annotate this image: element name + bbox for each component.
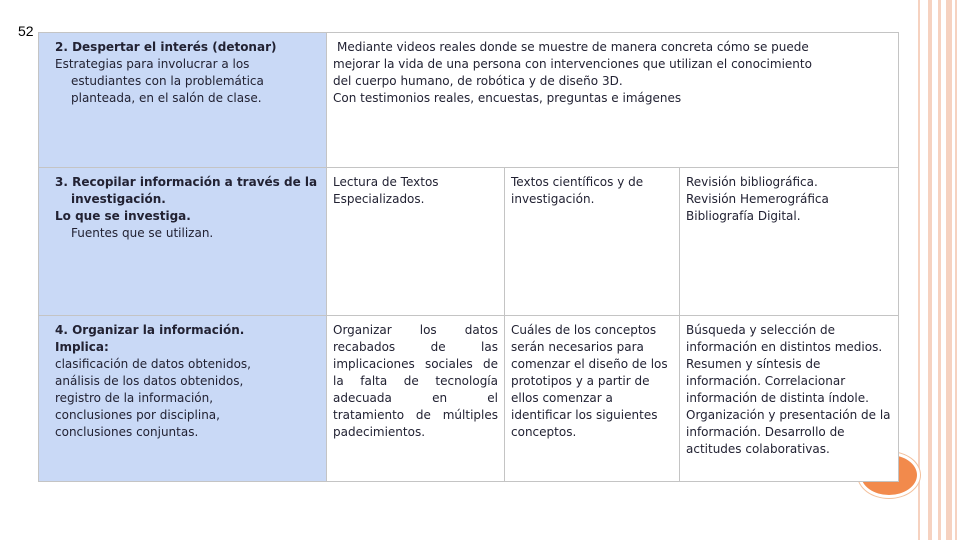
decor-stripe <box>918 0 920 540</box>
step-line: Implica: <box>55 340 109 354</box>
step-title: 2. Despertar el interés (detonar) <box>55 40 277 54</box>
step-title: 4. Organizar la información. <box>55 323 245 337</box>
content-line: del cuerpo humano, de robótica y de diseño 3D. <box>333 74 623 88</box>
step-line: registro de la información, <box>55 391 214 405</box>
table-row <box>39 316 899 482</box>
content-line: Bibliografía Digital. <box>686 209 801 223</box>
content-cell: Búsqueda y selección de información en distintos medios. Resumen y síntesis de información. Correlacionar información de distinta índole. Organización y presentación de la información. Desarrollo de actitudes colaborativas. <box>680 316 899 482</box>
decor-stripe <box>938 0 941 540</box>
content-line: Textos científicos y de <box>511 175 644 189</box>
content-line: Revisión Hemerográfica <box>686 192 829 206</box>
content-line: Especializados. <box>333 192 425 206</box>
content-line: investigación. <box>511 192 595 206</box>
content-cell <box>505 168 680 316</box>
step-cell <box>39 33 327 168</box>
content-line: mejorar la vida de una persona con intervenciones que utilizan el conocimiento <box>333 57 812 71</box>
decor-stripe <box>946 0 952 540</box>
plan-table <box>38 32 899 482</box>
step-title: investigación. <box>71 192 166 206</box>
step-line: Lo que se investiga. <box>55 209 191 223</box>
content-cell <box>680 168 899 316</box>
table-row <box>39 168 899 316</box>
decor-stripe <box>955 0 957 540</box>
content-cell <box>327 33 899 168</box>
step-line: Fuentes que se utilizan. <box>71 226 214 240</box>
step-title: 3. Recopilar información a través de la <box>55 175 318 189</box>
step-line: conclusiones por disciplina, <box>55 408 220 422</box>
step-cell <box>39 168 327 316</box>
page-number: 52 <box>18 23 34 39</box>
content-cell <box>327 168 505 316</box>
decor-stripe <box>928 0 932 540</box>
content-cell: Cuáles de los conceptos serán necesarios para comenzar el diseño de los prototipos y a partir de ellos comenzar a identificar los siguientes conceptos. <box>505 316 680 482</box>
step-line: análisis de los datos obtenidos, <box>55 374 244 388</box>
step-cell <box>39 316 327 482</box>
content-line: Con testimonios reales, encuestas, preguntas e imágenes <box>333 91 682 105</box>
step-line: planteada, en el salón de clase. <box>71 91 262 105</box>
content-cell: Organizar los datos recabados de las implicaciones sociales de la falta de tecnología adecuada en el tratamiento de múltiples padecimientos. <box>327 316 505 482</box>
step-line: clasificación de datos obtenidos, <box>55 357 251 371</box>
step-line: Estrategias para involucrar a los <box>55 57 250 71</box>
content-line: Mediante videos reales donde se muestre de manera concreta cómo se puede <box>337 40 809 54</box>
table-row <box>39 33 899 168</box>
content-line: Lectura de Textos <box>333 175 439 189</box>
step-line: estudiantes con la problemática <box>71 74 264 88</box>
step-line: conclusiones conjuntas. <box>55 425 199 439</box>
content-line: Revisión bibliográfica. <box>686 175 818 189</box>
